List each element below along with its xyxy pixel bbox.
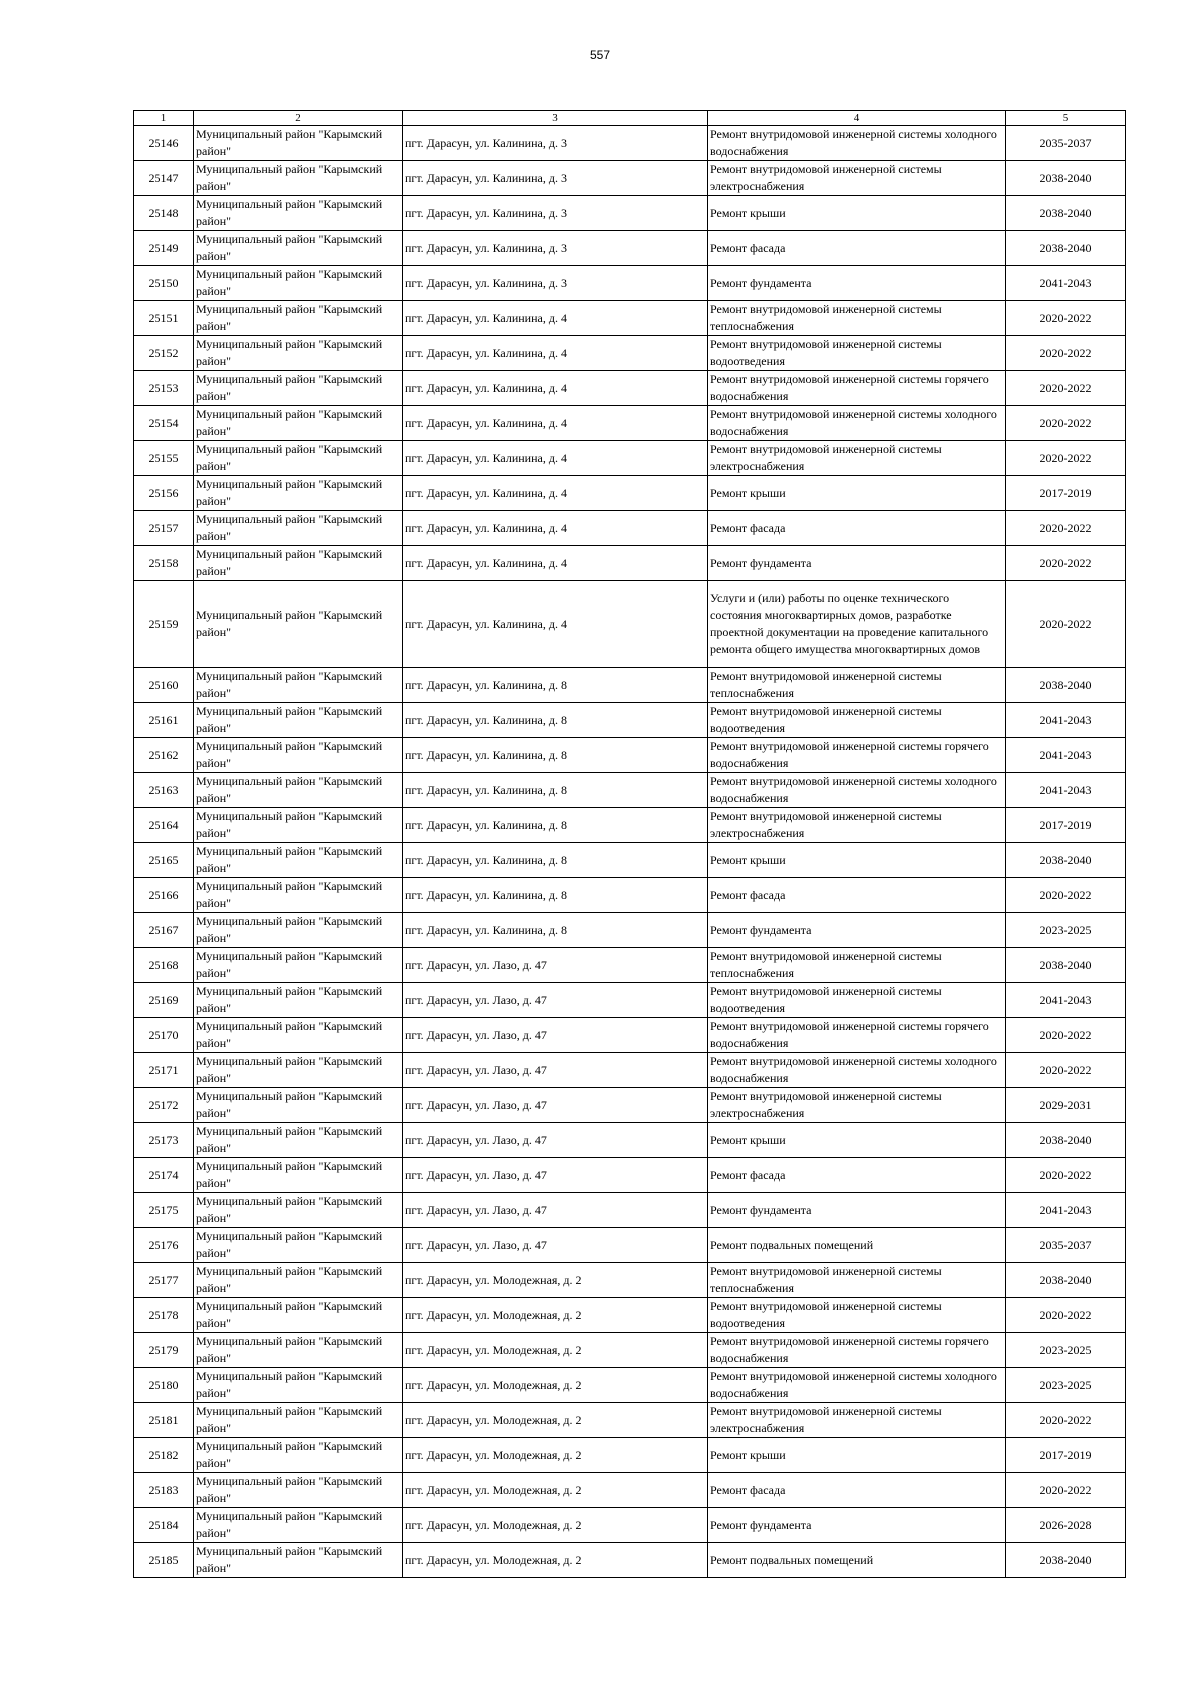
municipality-cell: Муниципальный район "Карымский район" [194, 1018, 403, 1053]
row-number-cell: 25158 [134, 546, 194, 581]
row-number-cell: 25149 [134, 231, 194, 266]
address-cell: пгт. Дарасун, ул. Калинина, д. 4 [403, 476, 708, 511]
work-type-cell: Ремонт внутридомовой инженерной системы горячего водоснабжения [708, 738, 1006, 773]
row-number-cell: 25166 [134, 878, 194, 913]
municipality-cell: Муниципальный район "Карымский район" [194, 668, 403, 703]
row-number-cell: 25180 [134, 1368, 194, 1403]
row-number-cell: 25182 [134, 1438, 194, 1473]
work-type-cell: Ремонт крыши [708, 196, 1006, 231]
work-type-cell: Ремонт подвальных помещений [708, 1543, 1006, 1578]
period-cell: 2041-2043 [1006, 1193, 1126, 1228]
work-type-cell: Ремонт внутридомовой инженерной системы водоотведения [708, 336, 1006, 371]
row-number-cell: 25159 [134, 581, 194, 668]
period-cell: 2020-2022 [1006, 581, 1126, 668]
address-cell: пгт. Дарасун, ул. Калинина, д. 3 [403, 126, 708, 161]
municipality-cell: Муниципальный район "Карымский район" [194, 406, 403, 441]
row-number-cell: 25146 [134, 126, 194, 161]
work-type-cell: Ремонт внутридомовой инженерной системы холодного водоснабжения [708, 773, 1006, 808]
period-cell: 2017-2019 [1006, 808, 1126, 843]
table-row [134, 1508, 1126, 1543]
row-number-cell: 25178 [134, 1298, 194, 1333]
address-cell: пгт. Дарасун, ул. Калинина, д. 4 [403, 441, 708, 476]
row-number-cell: 25155 [134, 441, 194, 476]
work-type-cell: Ремонт внутридомовой инженерной системы водоотведения [708, 703, 1006, 738]
municipality-cell: Муниципальный район "Карымский район" [194, 878, 403, 913]
work-type-cell: Ремонт внутридомовой инженерной системы холодного водоснабжения [708, 1368, 1006, 1403]
table-row [134, 1018, 1126, 1053]
work-type-cell: Ремонт фундамента [708, 1508, 1006, 1543]
municipality-cell: Муниципальный район "Карымский район" [194, 1158, 403, 1193]
table-row [134, 1263, 1126, 1298]
table-row [134, 1228, 1126, 1263]
table-header-row [134, 111, 1126, 126]
table-row [134, 1438, 1126, 1473]
row-number-cell: 25175 [134, 1193, 194, 1228]
period-cell: 2023-2025 [1006, 1368, 1126, 1403]
period-cell: 2035-2037 [1006, 1228, 1126, 1263]
row-number-cell: 25181 [134, 1403, 194, 1438]
address-cell: пгт. Дарасун, ул. Калинина, д. 8 [403, 843, 708, 878]
table-row [134, 983, 1126, 1018]
column-header: 4 [708, 111, 1006, 126]
table-row [134, 126, 1126, 161]
address-cell: пгт. Дарасун, ул. Молодежная, д. 2 [403, 1333, 708, 1368]
address-cell: пгт. Дарасун, ул. Лазо, д. 47 [403, 983, 708, 1018]
table-row [134, 948, 1126, 983]
municipality-cell: Муниципальный район "Карымский район" [194, 546, 403, 581]
column-header: 3 [403, 111, 708, 126]
period-cell: 2029-2031 [1006, 1088, 1126, 1123]
period-cell: 2017-2019 [1006, 476, 1126, 511]
municipality-cell: Муниципальный район "Карымский район" [194, 1403, 403, 1438]
table-row [134, 581, 1126, 668]
row-number-cell: 25150 [134, 266, 194, 301]
period-cell: 2041-2043 [1006, 266, 1126, 301]
address-cell: пгт. Дарасун, ул. Калинина, д. 3 [403, 266, 708, 301]
table-row [134, 476, 1126, 511]
period-cell: 2020-2022 [1006, 878, 1126, 913]
row-number-cell: 25169 [134, 983, 194, 1018]
period-cell: 2041-2043 [1006, 773, 1126, 808]
row-number-cell: 25153 [134, 371, 194, 406]
period-cell: 2023-2025 [1006, 913, 1126, 948]
address-cell: пгт. Дарасун, ул. Калинина, д. 4 [403, 581, 708, 668]
row-number-cell: 25168 [134, 948, 194, 983]
period-cell: 2020-2022 [1006, 406, 1126, 441]
address-cell: пгт. Дарасун, ул. Калинина, д. 4 [403, 336, 708, 371]
address-cell: пгт. Дарасун, ул. Калинина, д. 3 [403, 231, 708, 266]
row-number-cell: 25177 [134, 1263, 194, 1298]
period-cell: 2017-2019 [1006, 1438, 1126, 1473]
period-cell: 2038-2040 [1006, 161, 1126, 196]
municipality-cell: Муниципальный район "Карымский район" [194, 301, 403, 336]
row-number-cell: 25167 [134, 913, 194, 948]
work-type-cell: Ремонт крыши [708, 1438, 1006, 1473]
period-cell: 2038-2040 [1006, 948, 1126, 983]
period-cell: 2020-2022 [1006, 371, 1126, 406]
work-type-cell: Ремонт внутридомовой инженерной системы теплоснабжения [708, 668, 1006, 703]
row-number-cell: 25170 [134, 1018, 194, 1053]
table-row [134, 196, 1126, 231]
table-row [134, 1088, 1126, 1123]
municipality-cell: Муниципальный район "Карымский район" [194, 773, 403, 808]
municipality-cell: Муниципальный район "Карымский район" [194, 266, 403, 301]
period-cell: 2020-2022 [1006, 546, 1126, 581]
table-row [134, 1403, 1126, 1438]
municipality-cell: Муниципальный район "Карымский район" [194, 126, 403, 161]
municipality-cell: Муниципальный район "Карымский район" [194, 1333, 403, 1368]
row-number-cell: 25185 [134, 1543, 194, 1578]
period-cell: 2020-2022 [1006, 1158, 1126, 1193]
row-number-cell: 25176 [134, 1228, 194, 1263]
table-row [134, 546, 1126, 581]
row-number-cell: 25161 [134, 703, 194, 738]
work-type-cell: Услуги и (или) работы по оценке технического состояния многоквартирных домов, разработке проектной документации на проведение капитального ремонта общего имущества многоквартирных домов [708, 581, 1006, 668]
municipality-cell: Муниципальный район "Карымский район" [194, 1298, 403, 1333]
work-type-cell: Ремонт фасада [708, 511, 1006, 546]
table-row [134, 1158, 1126, 1193]
period-cell: 2020-2022 [1006, 1018, 1126, 1053]
municipality-cell: Муниципальный район "Карымский район" [194, 231, 403, 266]
work-type-cell: Ремонт крыши [708, 1123, 1006, 1158]
work-type-cell: Ремонт фасада [708, 878, 1006, 913]
table-row [134, 808, 1126, 843]
address-cell: пгт. Дарасун, ул. Калинина, д. 4 [403, 371, 708, 406]
work-type-cell: Ремонт фасада [708, 1158, 1006, 1193]
period-cell: 2038-2040 [1006, 843, 1126, 878]
table-row [134, 843, 1126, 878]
period-cell: 2038-2040 [1006, 668, 1126, 703]
row-number-cell: 25156 [134, 476, 194, 511]
address-cell: пгт. Дарасун, ул. Лазо, д. 47 [403, 1018, 708, 1053]
work-type-cell: Ремонт внутридомовой инженерной системы холодного водоснабжения [708, 1053, 1006, 1088]
page-number: 557 [589, 48, 611, 62]
period-cell: 2041-2043 [1006, 983, 1126, 1018]
row-number-cell: 25162 [134, 738, 194, 773]
table-row [134, 1298, 1126, 1333]
table-row [134, 913, 1126, 948]
row-number-cell: 25184 [134, 1508, 194, 1543]
table-row [134, 703, 1126, 738]
address-cell: пгт. Дарасун, ул. Калинина, д. 8 [403, 738, 708, 773]
municipality-cell: Муниципальный район "Карымский район" [194, 1473, 403, 1508]
column-header: 1 [134, 111, 194, 126]
table-row [134, 161, 1126, 196]
row-number-cell: 25171 [134, 1053, 194, 1088]
row-number-cell: 25164 [134, 808, 194, 843]
table-row [134, 1333, 1126, 1368]
row-number-cell: 25160 [134, 668, 194, 703]
period-cell: 2020-2022 [1006, 1298, 1126, 1333]
work-type-cell: Ремонт подвальных помещений [708, 1228, 1006, 1263]
work-type-cell: Ремонт внутридомовой инженерной системы электроснабжения [708, 808, 1006, 843]
table-row [134, 336, 1126, 371]
table-row [134, 301, 1126, 336]
table-row [134, 511, 1126, 546]
address-cell: пгт. Дарасун, ул. Молодежная, д. 2 [403, 1368, 708, 1403]
row-number-cell: 25148 [134, 196, 194, 231]
work-type-cell: Ремонт фундамента [708, 913, 1006, 948]
row-number-cell: 25165 [134, 843, 194, 878]
municipality-cell: Муниципальный район "Карымский район" [194, 808, 403, 843]
column-header: 2 [194, 111, 403, 126]
address-cell: пгт. Дарасун, ул. Калинина, д. 3 [403, 196, 708, 231]
municipality-cell: Муниципальный район "Карымский район" [194, 1438, 403, 1473]
municipality-cell: Муниципальный район "Карымский район" [194, 1368, 403, 1403]
row-number-cell: 25173 [134, 1123, 194, 1158]
address-cell: пгт. Дарасун, ул. Калинина, д. 8 [403, 668, 708, 703]
period-cell: 2020-2022 [1006, 511, 1126, 546]
address-cell: пгт. Дарасун, ул. Калинина, д. 8 [403, 703, 708, 738]
municipality-cell: Муниципальный район "Карымский район" [194, 1508, 403, 1543]
address-cell: пгт. Дарасун, ул. Калинина, д. 4 [403, 301, 708, 336]
address-cell: пгт. Дарасун, ул. Молодежная, д. 2 [403, 1403, 708, 1438]
address-cell: пгт. Дарасун, ул. Молодежная, д. 2 [403, 1473, 708, 1508]
period-cell: 2038-2040 [1006, 196, 1126, 231]
address-cell: пгт. Дарасун, ул. Калинина, д. 8 [403, 808, 708, 843]
table-row [134, 668, 1126, 703]
work-type-cell: Ремонт фасада [708, 1473, 1006, 1508]
address-cell: пгт. Дарасун, ул. Лазо, д. 47 [403, 1088, 708, 1123]
table-row [134, 441, 1126, 476]
table-row [134, 1368, 1126, 1403]
table-row [134, 371, 1126, 406]
period-cell: 2023-2025 [1006, 1333, 1126, 1368]
address-cell: пгт. Дарасун, ул. Калинина, д. 8 [403, 913, 708, 948]
work-type-cell: Ремонт фундамента [708, 546, 1006, 581]
period-cell: 2020-2022 [1006, 1053, 1126, 1088]
column-header: 5 [1006, 111, 1126, 126]
municipality-cell: Муниципальный район "Карымский район" [194, 476, 403, 511]
work-type-cell: Ремонт фундамента [708, 1193, 1006, 1228]
address-cell: пгт. Дарасун, ул. Молодежная, д. 2 [403, 1438, 708, 1473]
work-type-cell: Ремонт внутридомовой инженерной системы электроснабжения [708, 161, 1006, 196]
work-type-cell: Ремонт внутридомовой инженерной системы водоотведения [708, 1298, 1006, 1333]
period-cell: 2020-2022 [1006, 301, 1126, 336]
address-cell: пгт. Дарасун, ул. Лазо, д. 47 [403, 1193, 708, 1228]
work-type-cell: Ремонт внутридомовой инженерной системы теплоснабжения [708, 948, 1006, 983]
period-cell: 2038-2040 [1006, 1543, 1126, 1578]
table-row [134, 738, 1126, 773]
municipality-cell: Муниципальный район "Карымский район" [194, 1053, 403, 1088]
row-number-cell: 25179 [134, 1333, 194, 1368]
municipality-cell: Муниципальный район "Карымский район" [194, 703, 403, 738]
period-cell: 2035-2037 [1006, 126, 1126, 161]
address-cell: пгт. Дарасун, ул. Лазо, д. 47 [403, 1158, 708, 1193]
row-number-cell: 25147 [134, 161, 194, 196]
address-cell: пгт. Дарасун, ул. Калинина, д. 8 [403, 878, 708, 913]
table-row [134, 1473, 1126, 1508]
table-row [134, 773, 1126, 808]
address-cell: пгт. Дарасун, ул. Молодежная, д. 2 [403, 1263, 708, 1298]
work-type-cell: Ремонт внутридомовой инженерной системы теплоснабжения [708, 1263, 1006, 1298]
address-cell: пгт. Дарасун, ул. Молодежная, д. 2 [403, 1543, 708, 1578]
address-cell: пгт. Дарасун, ул. Молодежная, д. 2 [403, 1298, 708, 1333]
period-cell: 2020-2022 [1006, 336, 1126, 371]
table-row [134, 266, 1126, 301]
row-number-cell: 25174 [134, 1158, 194, 1193]
period-cell: 2020-2022 [1006, 1403, 1126, 1438]
work-type-cell: Ремонт внутридомовой инженерной системы теплоснабжения [708, 301, 1006, 336]
municipality-cell: Муниципальный район "Карымский район" [194, 1088, 403, 1123]
municipality-cell: Муниципальный район "Карымский район" [194, 738, 403, 773]
table-row [134, 406, 1126, 441]
address-cell: пгт. Дарасун, ул. Калинина, д. 4 [403, 406, 708, 441]
work-type-cell: Ремонт внутридомовой инженерной системы водоотведения [708, 983, 1006, 1018]
municipality-cell: Муниципальный район "Карымский район" [194, 336, 403, 371]
period-cell: 2038-2040 [1006, 231, 1126, 266]
table-row [134, 1193, 1126, 1228]
municipality-cell: Муниципальный район "Карымский район" [194, 983, 403, 1018]
municipality-cell: Муниципальный район "Карымский район" [194, 948, 403, 983]
work-type-cell: Ремонт внутридомовой инженерной системы холодного водоснабжения [708, 406, 1006, 441]
row-number-cell: 25183 [134, 1473, 194, 1508]
municipality-cell: Муниципальный район "Карымский район" [194, 511, 403, 546]
municipality-cell: Муниципальный район "Карымский район" [194, 161, 403, 196]
work-type-cell: Ремонт внутридомовой инженерной системы горячего водоснабжения [708, 1018, 1006, 1053]
capital-repair-table [133, 110, 1126, 1578]
row-number-cell: 25151 [134, 301, 194, 336]
work-type-cell: Ремонт внутридомовой инженерной системы горячего водоснабжения [708, 371, 1006, 406]
work-type-cell: Ремонт внутридомовой инженерной системы электроснабжения [708, 441, 1006, 476]
row-number-cell: 25154 [134, 406, 194, 441]
work-type-cell: Ремонт фасада [708, 231, 1006, 266]
municipality-cell: Муниципальный район "Карымский район" [194, 441, 403, 476]
work-type-cell: Ремонт внутридомовой инженерной системы горячего водоснабжения [708, 1333, 1006, 1368]
period-cell: 2038-2040 [1006, 1123, 1126, 1158]
municipality-cell: Муниципальный район "Карымский район" [194, 913, 403, 948]
work-type-cell: Ремонт фундамента [708, 266, 1006, 301]
address-cell: пгт. Дарасун, ул. Калинина, д. 4 [403, 511, 708, 546]
work-type-cell: Ремонт внутридомовой инженерной системы холодного водоснабжения [708, 126, 1006, 161]
municipality-cell: Муниципальный район "Карымский район" [194, 1123, 403, 1158]
row-number-cell: 25163 [134, 773, 194, 808]
table-row [134, 1053, 1126, 1088]
row-number-cell: 25152 [134, 336, 194, 371]
work-type-cell: Ремонт внутридомовой инженерной системы электроснабжения [708, 1088, 1006, 1123]
work-type-cell: Ремонт внутридомовой инженерной системы электроснабжения [708, 1403, 1006, 1438]
address-cell: пгт. Дарасун, ул. Молодежная, д. 2 [403, 1508, 708, 1543]
period-cell: 2026-2028 [1006, 1508, 1126, 1543]
address-cell: пгт. Дарасун, ул. Лазо, д. 47 [403, 1123, 708, 1158]
work-type-cell: Ремонт крыши [708, 843, 1006, 878]
row-number-cell: 25172 [134, 1088, 194, 1123]
municipality-cell: Муниципальный район "Карымский район" [194, 581, 403, 668]
row-number-cell: 25157 [134, 511, 194, 546]
period-cell: 2041-2043 [1006, 703, 1126, 738]
municipality-cell: Муниципальный район "Карымский район" [194, 1193, 403, 1228]
period-cell: 2020-2022 [1006, 441, 1126, 476]
municipality-cell: Муниципальный район "Карымский район" [194, 843, 403, 878]
address-cell: пгт. Дарасун, ул. Лазо, д. 47 [403, 948, 708, 983]
table-row [134, 1543, 1126, 1578]
table-row [134, 878, 1126, 913]
work-type-cell: Ремонт крыши [708, 476, 1006, 511]
municipality-cell: Муниципальный район "Карымский район" [194, 371, 403, 406]
address-cell: пгт. Дарасун, ул. Калинина, д. 4 [403, 546, 708, 581]
address-cell: пгт. Дарасун, ул. Лазо, д. 47 [403, 1228, 708, 1263]
address-cell: пгт. Дарасун, ул. Калинина, д. 8 [403, 773, 708, 808]
municipality-cell: Муниципальный район "Карымский район" [194, 1543, 403, 1578]
table-row [134, 231, 1126, 266]
address-cell: пгт. Дарасун, ул. Лазо, д. 47 [403, 1053, 708, 1088]
municipality-cell: Муниципальный район "Карымский район" [194, 1228, 403, 1263]
period-cell: 2041-2043 [1006, 738, 1126, 773]
address-cell: пгт. Дарасун, ул. Калинина, д. 3 [403, 161, 708, 196]
municipality-cell: Муниципальный район "Карымский район" [194, 196, 403, 231]
period-cell: 2038-2040 [1006, 1263, 1126, 1298]
municipality-cell: Муниципальный район "Карымский район" [194, 1263, 403, 1298]
table-row [134, 1123, 1126, 1158]
period-cell: 2020-2022 [1006, 1473, 1126, 1508]
